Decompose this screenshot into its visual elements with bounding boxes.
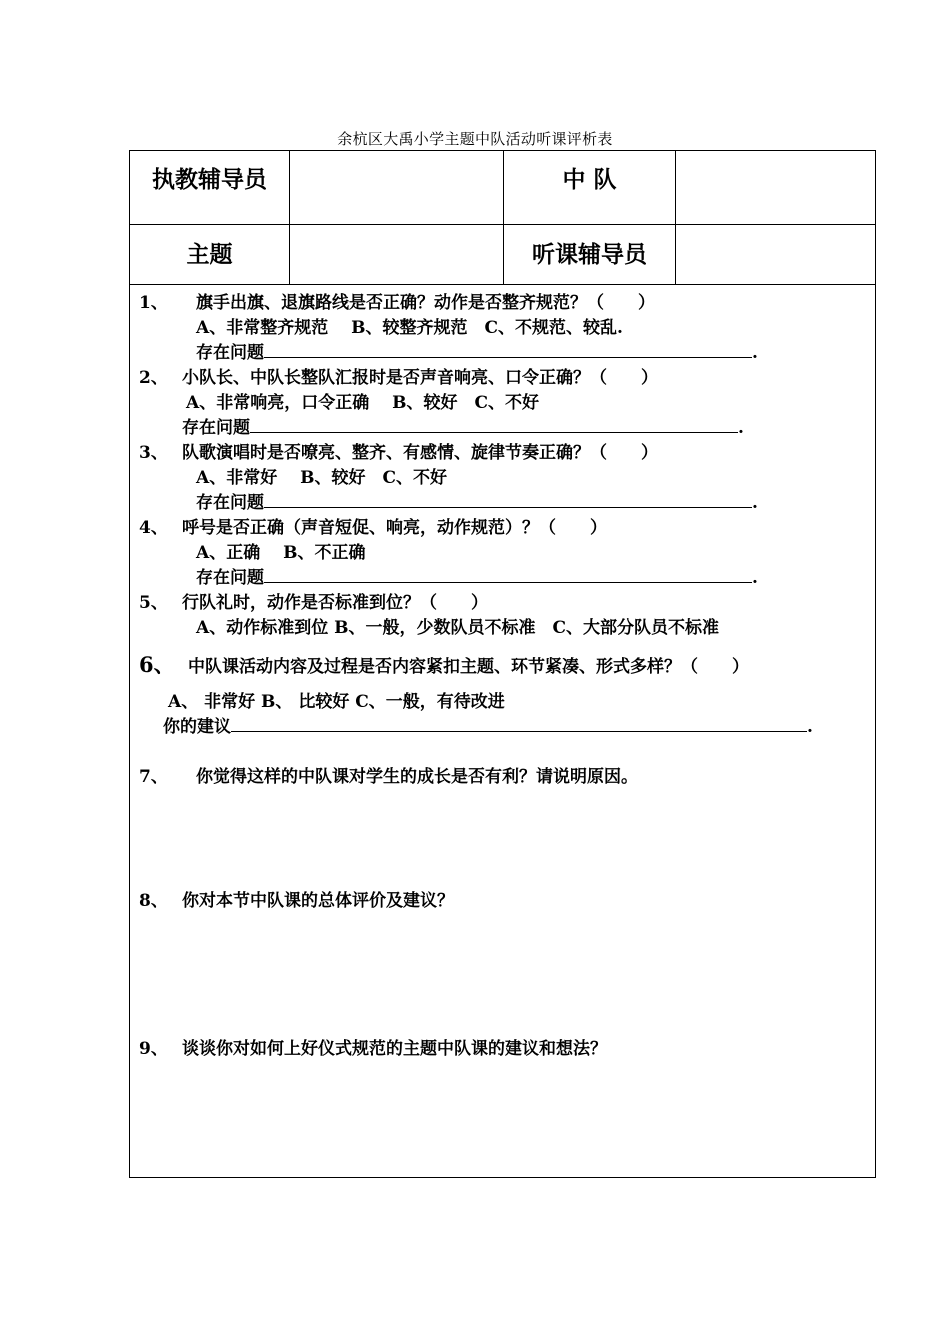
problem-label: 存在问题 bbox=[196, 493, 264, 513]
question-4-problem bbox=[196, 563, 758, 588]
question-number: 5、 bbox=[139, 593, 168, 613]
problem-label: 存在问题 bbox=[196, 343, 264, 363]
problem-label: 存在问题 bbox=[182, 418, 250, 438]
question-4 bbox=[139, 513, 607, 538]
question-text: 中队课活动内容及过程是否内容紧扣主题、环节紧凑、形式多样？（ ） bbox=[188, 657, 749, 677]
question-2-options: A、非常响亮，口令正确 B、较好 C、不好 bbox=[186, 393, 540, 413]
problem-answer-line[interactable] bbox=[264, 564, 752, 583]
question-7 bbox=[139, 762, 638, 787]
form-title: 余杭区大禹小学主题中队活动听课评析表 bbox=[337, 130, 613, 148]
observer-label: 听课辅导员 bbox=[532, 242, 647, 268]
topic-field[interactable] bbox=[290, 225, 503, 284]
period: . bbox=[807, 717, 813, 737]
question-6-suggestion bbox=[163, 712, 813, 737]
question-number: 6、 bbox=[139, 652, 175, 677]
problem-answer-line[interactable] bbox=[250, 414, 738, 433]
instructor-label: 执教辅导员 bbox=[152, 167, 267, 193]
topic-label: 主题 bbox=[186, 242, 233, 268]
question-1-problem bbox=[196, 338, 758, 363]
question-number: 2、 bbox=[139, 368, 168, 388]
question-5-options: A、动作标准到位 B、一般，少数队员不标准 C、大部分队员不标准 bbox=[196, 618, 720, 638]
question-1-options: A、非常整齐规范 B、较整齐规范 C、不规范、较乱. bbox=[196, 318, 623, 338]
question-number: 9、 bbox=[139, 1039, 168, 1059]
question-6 bbox=[139, 649, 749, 679]
question-number: 4、 bbox=[139, 518, 168, 538]
question-3-problem bbox=[196, 488, 758, 513]
question-9-answer-area[interactable] bbox=[139, 1063, 866, 1171]
problem-answer-line[interactable] bbox=[264, 489, 752, 508]
period: . bbox=[738, 418, 744, 438]
instructor-field[interactable] bbox=[290, 151, 503, 224]
question-number: 8、 bbox=[139, 891, 168, 911]
question-8 bbox=[139, 886, 454, 911]
question-text: 谈谈你对如何上好仪式规范的主题中队课的建议和想法？ bbox=[182, 1039, 607, 1059]
question-text: 旗手出旗、退旗路线是否正确？动作是否整齐规范？（ ） bbox=[196, 293, 655, 313]
period: . bbox=[752, 493, 758, 513]
problem-answer-line[interactable] bbox=[264, 339, 752, 358]
question-text: 你对本节中队课的总体评价及建议？ bbox=[182, 891, 454, 911]
problem-label: 存在问题 bbox=[196, 568, 264, 588]
evaluation-form bbox=[129, 150, 876, 1178]
question-3-options: A、非常好 B、较好 C、不好 bbox=[196, 468, 448, 488]
question-2-problem bbox=[182, 413, 744, 438]
question-1 bbox=[139, 288, 655, 313]
suggestion-label: 你的建议 bbox=[163, 717, 231, 737]
suggestion-answer-line[interactable] bbox=[231, 713, 807, 732]
period: . bbox=[752, 343, 758, 363]
question-5 bbox=[139, 588, 488, 613]
question-7-answer-area[interactable] bbox=[139, 791, 866, 879]
question-text: 呼号是否正确（声音短促、响亮，动作规范）？（ ） bbox=[182, 518, 607, 538]
question-text: 小队长、中队长整队汇报时是否声音响亮、口令正确？（ ） bbox=[182, 368, 658, 388]
period: . bbox=[752, 568, 758, 588]
squad-field[interactable] bbox=[676, 151, 876, 224]
squad-label: 中 队 bbox=[562, 167, 617, 193]
question-4-options: A、正确 B、不正确 bbox=[196, 543, 366, 563]
question-3 bbox=[139, 438, 658, 463]
question-2 bbox=[139, 363, 658, 388]
question-text: 你觉得这样的中队课对学生的成长是否有利？请说明原因。 bbox=[196, 767, 638, 787]
question-9 bbox=[139, 1034, 607, 1059]
question-text: 行队礼时，动作是否标准到位？（ ） bbox=[182, 593, 488, 613]
row-divider bbox=[130, 284, 875, 285]
observer-field[interactable] bbox=[676, 225, 876, 284]
question-6-options: A、 非常好 B、 比较好 C、一般，有待改进 bbox=[168, 692, 505, 712]
question-8-answer-area[interactable] bbox=[139, 916, 866, 1026]
question-number: 7、 bbox=[139, 767, 168, 787]
question-number: 1、 bbox=[139, 293, 168, 313]
question-number: 3、 bbox=[139, 443, 168, 463]
question-text: 队歌演唱时是否嘹亮、整齐、有感情、旋律节奏正确？（ ） bbox=[182, 443, 658, 463]
